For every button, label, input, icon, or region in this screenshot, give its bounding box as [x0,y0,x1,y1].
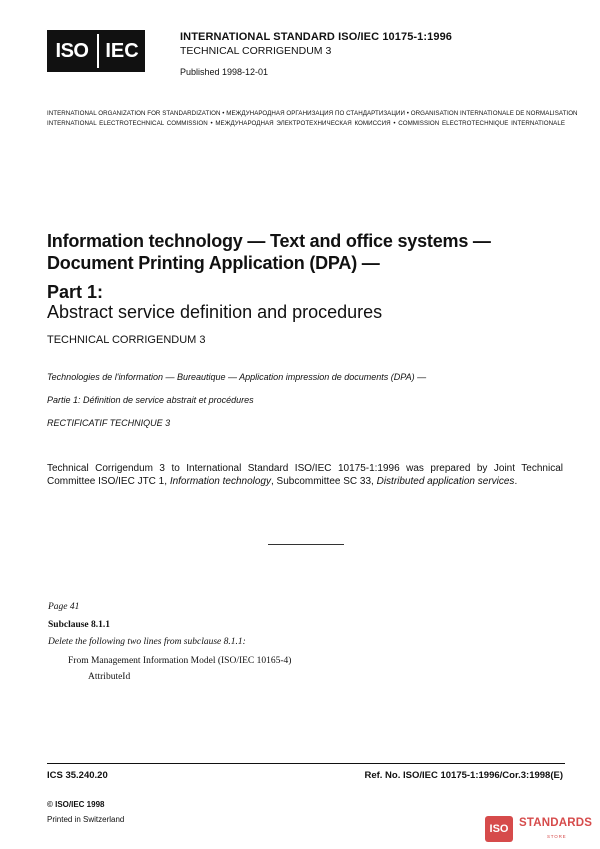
french-corrigendum-label: RECTIFICATIF TECHNIQUE 3 [47,418,171,428]
organization-line-iec: INTERNATIONAL ELECTROTECHNICAL COMMISSION • МЕЖДУНАРОДНАЯ ЭЛЕКТРОТЕХНИЧЕСКАЯ КОМИССИЯ • COMMISSION ELECTROTECHNIQUE INTERNATIONALE [47,120,565,127]
iso-iec-logo [47,30,145,72]
french-part-title: Partie 1: Définition de service abstrait et procédures [47,395,254,405]
description-paragraph [47,462,563,488]
deleted-line-attribute: AttributeId [88,672,131,682]
footer-rule [47,763,565,764]
description-emphasis-a: Information technology [169,476,271,487]
organization-line-iso: INTERNATIONAL ORGANIZATION FOR STANDARDIZATION • МЕЖДУНАРОДНАЯ ОРГАНИЗАЦИЯ ПО СТАНДАРТИЗАЦИИ • ORGANISATION INTERNATIONALE DE NORMALISATION [47,110,578,117]
section-divider [268,544,344,545]
standard-subtitle: TECHNICAL CORRIGENDUM 3 [180,45,332,57]
copyright-notice: © ISO/IEC 1998 [47,800,105,809]
document-title-line-2: Document Printing Application (DPA) — [47,253,380,273]
watermark-store-text: STORE [547,834,567,839]
subclause-heading: Subclause 8.1.1 [48,620,111,630]
description-emphasis-b: Distributed application services [376,476,515,487]
ics-code: ICS 35.240.20 [47,770,108,781]
reference-number: Ref. No. ISO/IEC 10175-1:1996/Cor.3:1998(E) [364,770,563,781]
correction-instruction: Delete the following two lines from subclause 8.1.1: [48,637,246,647]
page-reference: Page 41 [48,602,80,612]
description-text-c: . [514,476,518,487]
description-text-b: , Subcommittee SC 33, [270,476,377,487]
french-title: Technologies de l'information — Bureautique — Application impression de documents (DPA) — [47,372,427,382]
printed-location: Printed in Switzerland [47,815,125,824]
logo-separator [97,34,99,68]
standards-store-watermark [485,814,595,844]
description-text-a: Technical Corrigendum 3 to International Standard ISO/IEC 10175-1:1996 was prepared by Joint Technical Committee ISO/IEC JTC 1, [47,463,563,487]
watermark-iso-badge: ISO [485,816,513,842]
document-title-line-1: Information technology — Text and office systems — [47,231,491,251]
standard-title: INTERNATIONAL STANDARD ISO/IEC 10175-1:1996 [180,31,453,43]
part-title: Abstract service definition and procedures [47,302,383,322]
corrigendum-label: TECHNICAL CORRIGENDUM 3 [47,334,206,346]
document-title [47,230,547,274]
iec-logo-text: IEC [105,40,139,62]
watermark-text: STANDARDS [519,817,593,829]
deleted-line-model: From Management Information Model (ISO/IEC 10165-4) [68,656,292,666]
part-label: Part 1: [47,282,104,302]
iso-logo-text: ISO [55,40,89,62]
published-date: Published 1998-12-01 [180,67,269,77]
